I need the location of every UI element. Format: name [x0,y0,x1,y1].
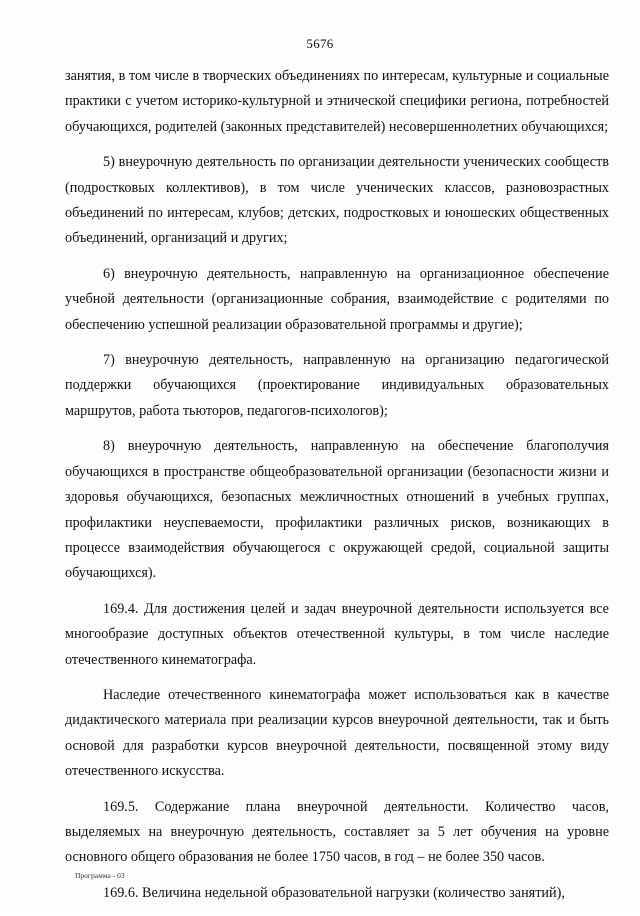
body-text [65,64,609,916]
footer-label: Программа - 03 [75,871,125,880]
page-number: 5676 [306,36,334,51]
paragraph-169-6: 169.6. Величина недельной образовательной нагрузки (количество занятий), [103,884,565,901]
paragraph-continuation: занятия, в том числе в творческих объединениях по интересам, культурные и социальные практики с учетом историко-культурной и этнической специфики региона, потребностей обучающихся, родителей (законных представителей) несовершеннолетних обучающихся; [65,68,609,135]
paragraph-item-8: 8) внеурочную деятельность, направленную на обеспечение благополучия обучающихся в пространстве общеобразовательной организации (безопасности жизни и здоровья обучающихся, безопасных межличностных отношений в учебных группах, профилактики неуспеваемости, профилактики различных рисков, возникающих в процессе взаимодействия обучающегося с окружающей средой, социальной защиты обучающихся). [65,438,609,582]
paragraph-item-7: 7) внеурочную деятельность, направленную на организацию педагогической поддержки обучающихся (проектирование индивидуальных образовательных маршрутов, работа тьюторов, педагогов-психологов); [65,352,609,419]
paragraph-item-5: 5) внеурочную деятельность по организации деятельности ученических сообществ (подростковых коллективов), в том числе ученических классов, разновозрастных объединений по интересам, клубов; детских, подростковых и юношеских общественных объединений, организаций и других; [65,154,609,247]
paragraph-item-6: 6) внеурочную деятельность, направленную на организационное обеспечение учебной деятельности (организационные собрания, взаимодействие с родителями по обеспечению успешной реализации образовательной программы и другие); [65,265,609,333]
paragraph-169-4: 169.4. Для достижения целей и задач внеурочной деятельности используется все многообразие доступных объектов отечественной культуры, в том числе наследие отечественного кинематографа. [65,600,609,668]
paragraph-cinema-heritage: Наследие отечественного кинематографа может использоваться как в качестве дидактического материала при реализации курсов внеурочной деятельности, так и быть основой для разработки курсов внеурочной деятельности, посвященной этому виду отечественного искусства. [65,686,609,780]
paragraph-169-5: 169.5. Содержание плана внеурочной деятельности. Количество часов, выделяемых на внеурочную деятельность, составляет за 5 лет обучения на уровне основного общего образования не более 1750 часов, в год – не более 350 часов. [65,798,609,866]
